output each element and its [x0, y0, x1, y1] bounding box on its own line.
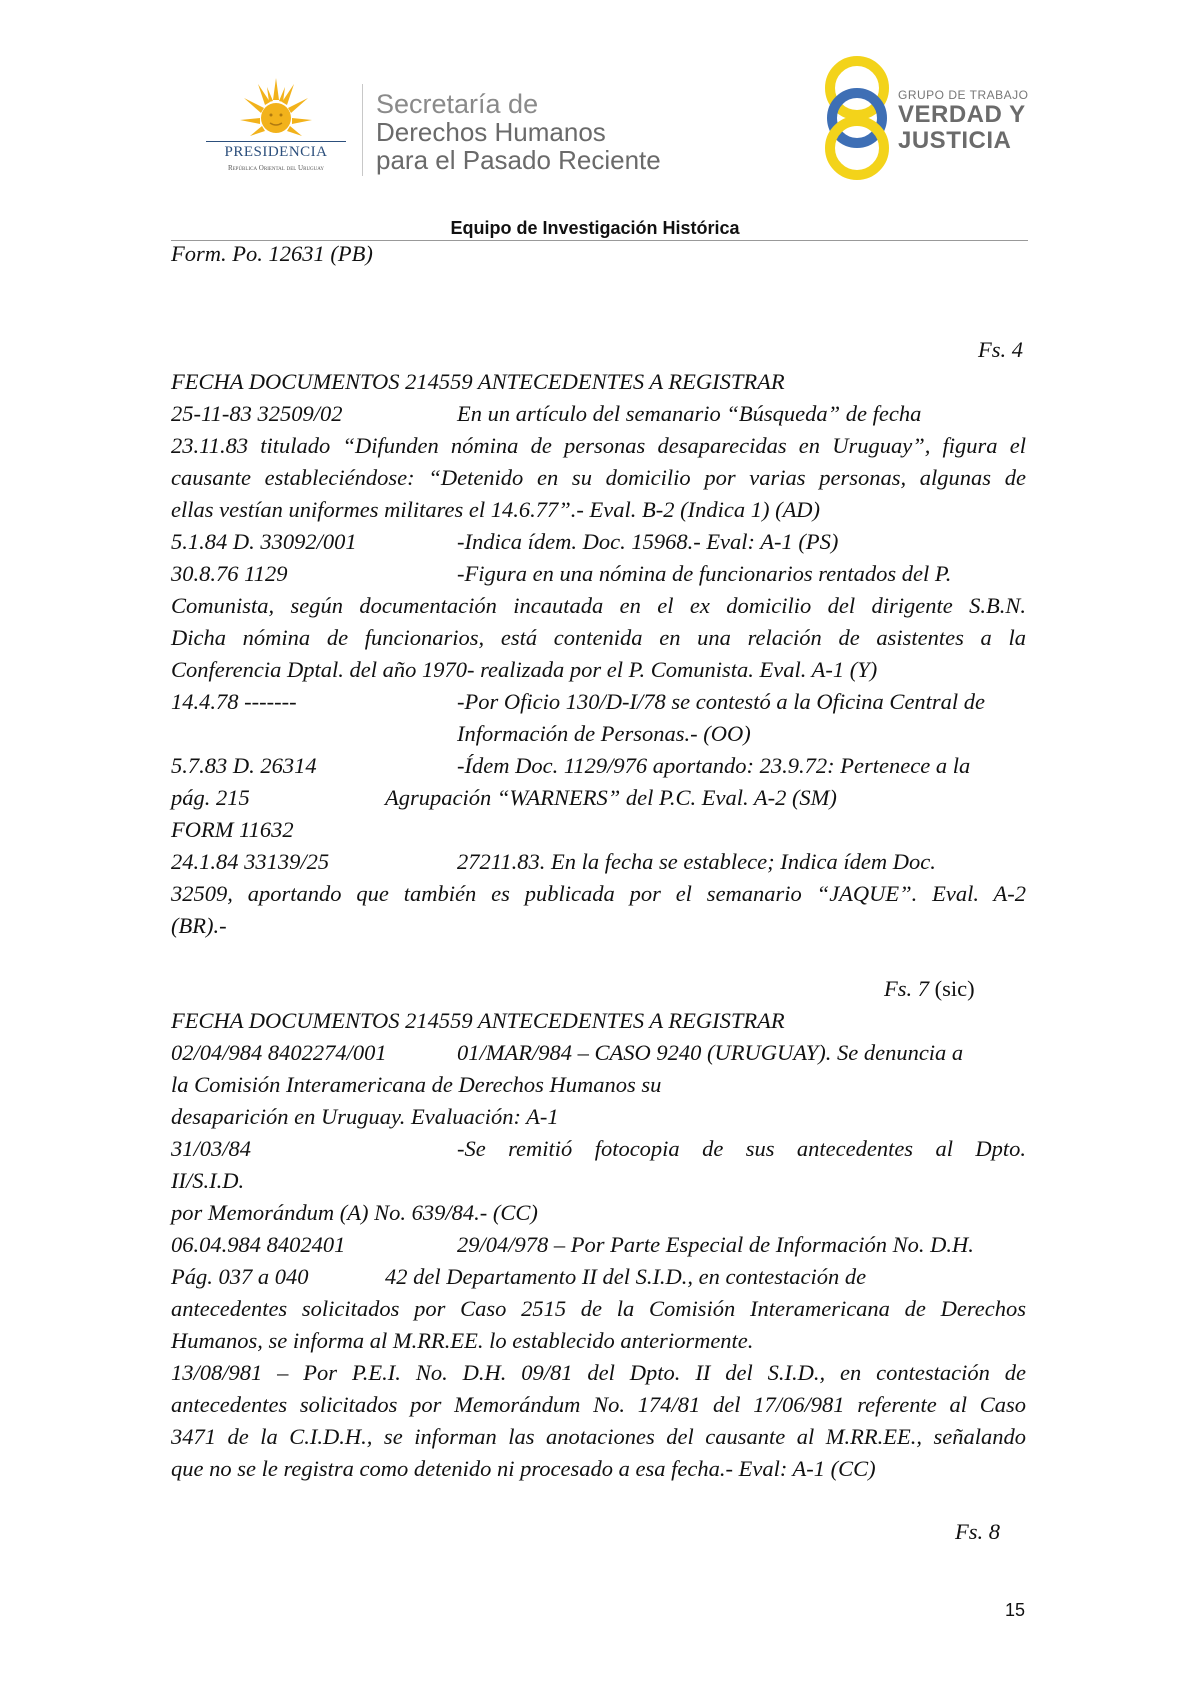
- entry-date: 31/03/84: [171, 1136, 252, 1161]
- entry-text: -Ídem Doc. 1129/976 aportando: 23.9.72: Pertenece a la: [457, 753, 971, 778]
- folio-sic: (sic): [929, 976, 975, 1001]
- presidencia-subtitle: República Oriental del Uruguay: [227, 164, 325, 172]
- secretaria-title: [376, 90, 661, 174]
- entry-text: antecedentes solicitados por Memorándum No. 174/81 del 17/06/981 referente al Caso: [171, 1392, 1026, 1417]
- gtvj-line-3: JUSTICIA: [898, 127, 1012, 154]
- secretaria-line-3: para el Pasado Reciente: [376, 145, 661, 175]
- entry-form-ref: FORM 11632: [171, 817, 294, 842]
- entry-text: (BR).-: [171, 913, 227, 938]
- entry-page-ref: Pág. 037 a 040: [171, 1264, 309, 1289]
- entry-date: 5.1.84 D. 33092/001: [171, 529, 357, 554]
- entry-text: Comunista, según documentación incautada en el ex domicilio del dirigente S.B.N.: [171, 593, 1026, 618]
- entry-text: 3471 de la C.I.D.H., se informan las anotaciones del causante al M.RR.EE., señalando: [171, 1424, 1026, 1449]
- section-header: FECHA DOCUMENTOS 214559 ANTECEDENTES A REGISTRAR: [171, 369, 785, 394]
- entry-date: 25-11-83 32509/02: [171, 401, 343, 426]
- entry-text: 13/08/981 – Por P.E.I. No. D.H. 09/81 del Dpto. II del S.I.D., en contestación de: [171, 1360, 1026, 1385]
- entry-text: Agrupación “WARNERS” del P.C. Eval. A-2 (SM): [385, 785, 837, 810]
- folio-number: Fs. 7: [884, 976, 929, 1001]
- entry-date: 30.8.76 1129: [171, 561, 288, 586]
- section-header: FECHA DOCUMENTOS 214559 ANTECEDENTES A REGISTRAR: [171, 1008, 785, 1033]
- header-separator: [362, 84, 363, 176]
- entry-text: causante estableciéndose: “Detenido en su domicilio por varias personas, algunas de: [171, 465, 1026, 490]
- entry-date: 24.1.84 33139/25: [171, 849, 330, 874]
- presidencia-name: PRESIDENCIA: [224, 144, 328, 160]
- folio-label: Fs. 8: [955, 1519, 1000, 1544]
- entry-text: Conferencia Dptal. del año 1970- realizada por el P. Comunista. Eval. A-1 (Y): [171, 657, 878, 682]
- folio-label: Fs. 4: [978, 337, 1023, 362]
- entry-text: 32509, aportando que también es publicada por el semanario “JAQUE”. Eval. A-2: [171, 881, 1026, 906]
- entry-date: 02/04/984 8402274/001: [171, 1040, 387, 1065]
- entry-page-ref: pág. 215: [171, 785, 250, 810]
- page-number: 15: [1005, 1600, 1026, 1620]
- rings-icon: [822, 56, 892, 180]
- entry-text: la Comisión Interamericana de Derechos Humanos su: [171, 1072, 662, 1097]
- entry-text: -Figura en una nómina de funcionarios rentados del P.: [457, 561, 952, 586]
- presidencia-rule: [206, 141, 346, 142]
- entry-text: antecedentes solicitados por Caso 2515 de la Comisión Interamericana de Derechos: [171, 1296, 1026, 1321]
- sun-icon: [240, 78, 312, 142]
- entry-text: En un artículo del semanario “Búsqueda” de fecha: [457, 401, 922, 426]
- entry-date: 5.7.83 D. 26314: [171, 753, 317, 778]
- presidencia-logo: [200, 78, 352, 178]
- entry-text: Humanos, se informa al M.RR.EE. lo establecido anteriormente.: [171, 1328, 754, 1353]
- verdad-justicia-logo: [822, 56, 1032, 180]
- entry-text: 42 del Departamento II del S.I.D., en contestación de: [385, 1264, 867, 1289]
- team-heading: Equipo de Investigación Histórica: [450, 218, 740, 238]
- entry-date: 14.4.78 -------: [171, 689, 297, 714]
- entry-text: desaparición en Uruguay. Evaluación: A-1: [171, 1104, 559, 1129]
- secretaria-line-1: Secretaría de: [376, 89, 539, 119]
- entry-text: ellas vestían uniformes militares el 14.6.77”.- Eval. B-2 (Indica 1) (AD): [171, 497, 821, 522]
- entry-text: 27211.83. En la fecha se establece; Indica ídem Doc.: [457, 849, 936, 874]
- entry-text: -Indica ídem. Doc. 15968.- Eval: A-1 (PS): [457, 529, 839, 554]
- entry-text: 29/04/978 – Por Parte Especial de Información No. D.H.: [457, 1232, 974, 1257]
- entry-text: Información de Personas.- (OO): [457, 721, 751, 746]
- entry-text: II/S.I.D.: [171, 1168, 245, 1193]
- entry-text: -Se remitió fotocopia de sus antecedentes al Dpto.: [457, 1136, 1026, 1161]
- entry-text: -Por Oficio 130/D-I/78 se contestó a la Oficina Central de: [457, 689, 986, 714]
- entry-text: Dicha nómina de funcionarios, está contenida en una relación de asistentes a la: [171, 625, 1026, 650]
- gtvj-line-1: GRUPO DE TRABAJO: [898, 88, 1029, 102]
- entry-text: 23.11.83 titulado “Difunden nómina de personas desaparecidas en Uruguay”, figura el: [171, 433, 1026, 458]
- entry-text: 01/MAR/984 – CASO 9240 (URUGUAY). Se denuncia a: [457, 1040, 964, 1065]
- secretaria-line-2: Derechos Humanos: [376, 117, 606, 147]
- entry-text: por Memorándum (A) No. 639/84.- (CC): [171, 1200, 538, 1225]
- gtvj-line-2: VERDAD Y: [898, 101, 1026, 128]
- entry-date: 06.04.984 8402401: [171, 1232, 346, 1257]
- verdad-justicia-text: [898, 88, 1028, 154]
- form-reference: Form. Po. 12631 (PB): [171, 241, 373, 266]
- entry-text: que no se le registra como detenido ni procesado a esa fecha.- Eval: A-1 (CC): [171, 1456, 876, 1481]
- folio-label: [884, 973, 975, 1005]
